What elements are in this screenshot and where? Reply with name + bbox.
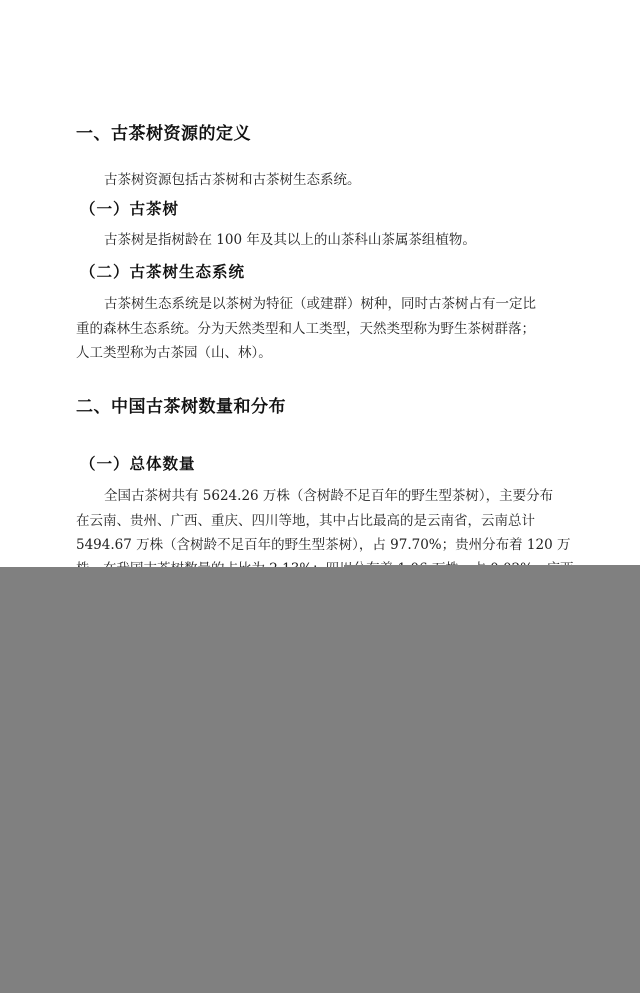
subsection-1-1-heading: （一）古茶树 [80,200,180,218]
paragraph-line: 在云南、贵州、广西、重庆、四川等地，其中占比最高的是云南省，云南总计 [76,513,535,529]
paragraph-line: 全国古茶树共有 5624.26 万株（含树龄不足百年的野生型茶树），主要分布 [104,488,554,504]
paragraph-line: 人工类型称为古茶园（山、林）。 [76,345,272,361]
paragraph-line: 重的森林生态系统。分为天然类型和人工类型，天然类型称为野生茶树群落； [76,321,535,337]
subsection-1-1-text: 古茶树是指树龄在 100 年及其以上的山茶科山茶属茶组植物。 [104,232,476,248]
subsection-1-2-heading: （二）古茶树生态系统 [80,263,246,281]
paragraph-line: 5494.67 万株（含树龄不足百年的野生型茶树），占 97.70%；贵州分布着 120 万 [76,537,571,553]
subsection-2-1-heading: （一）总体数量 [80,455,196,473]
section-1-heading: 一、古茶树资源的定义 [76,124,251,144]
section-2-heading: 二、中国古茶树数量和分布 [76,397,286,417]
paragraph-line: 古茶树生态系统是以茶树为特征（或建群）树种，同时古茶树占有一定比 [104,296,536,312]
gray-overlay-block [0,567,640,993]
section-1-intro: 古茶树资源包括古茶树和古茶树生态系统。 [104,172,361,188]
